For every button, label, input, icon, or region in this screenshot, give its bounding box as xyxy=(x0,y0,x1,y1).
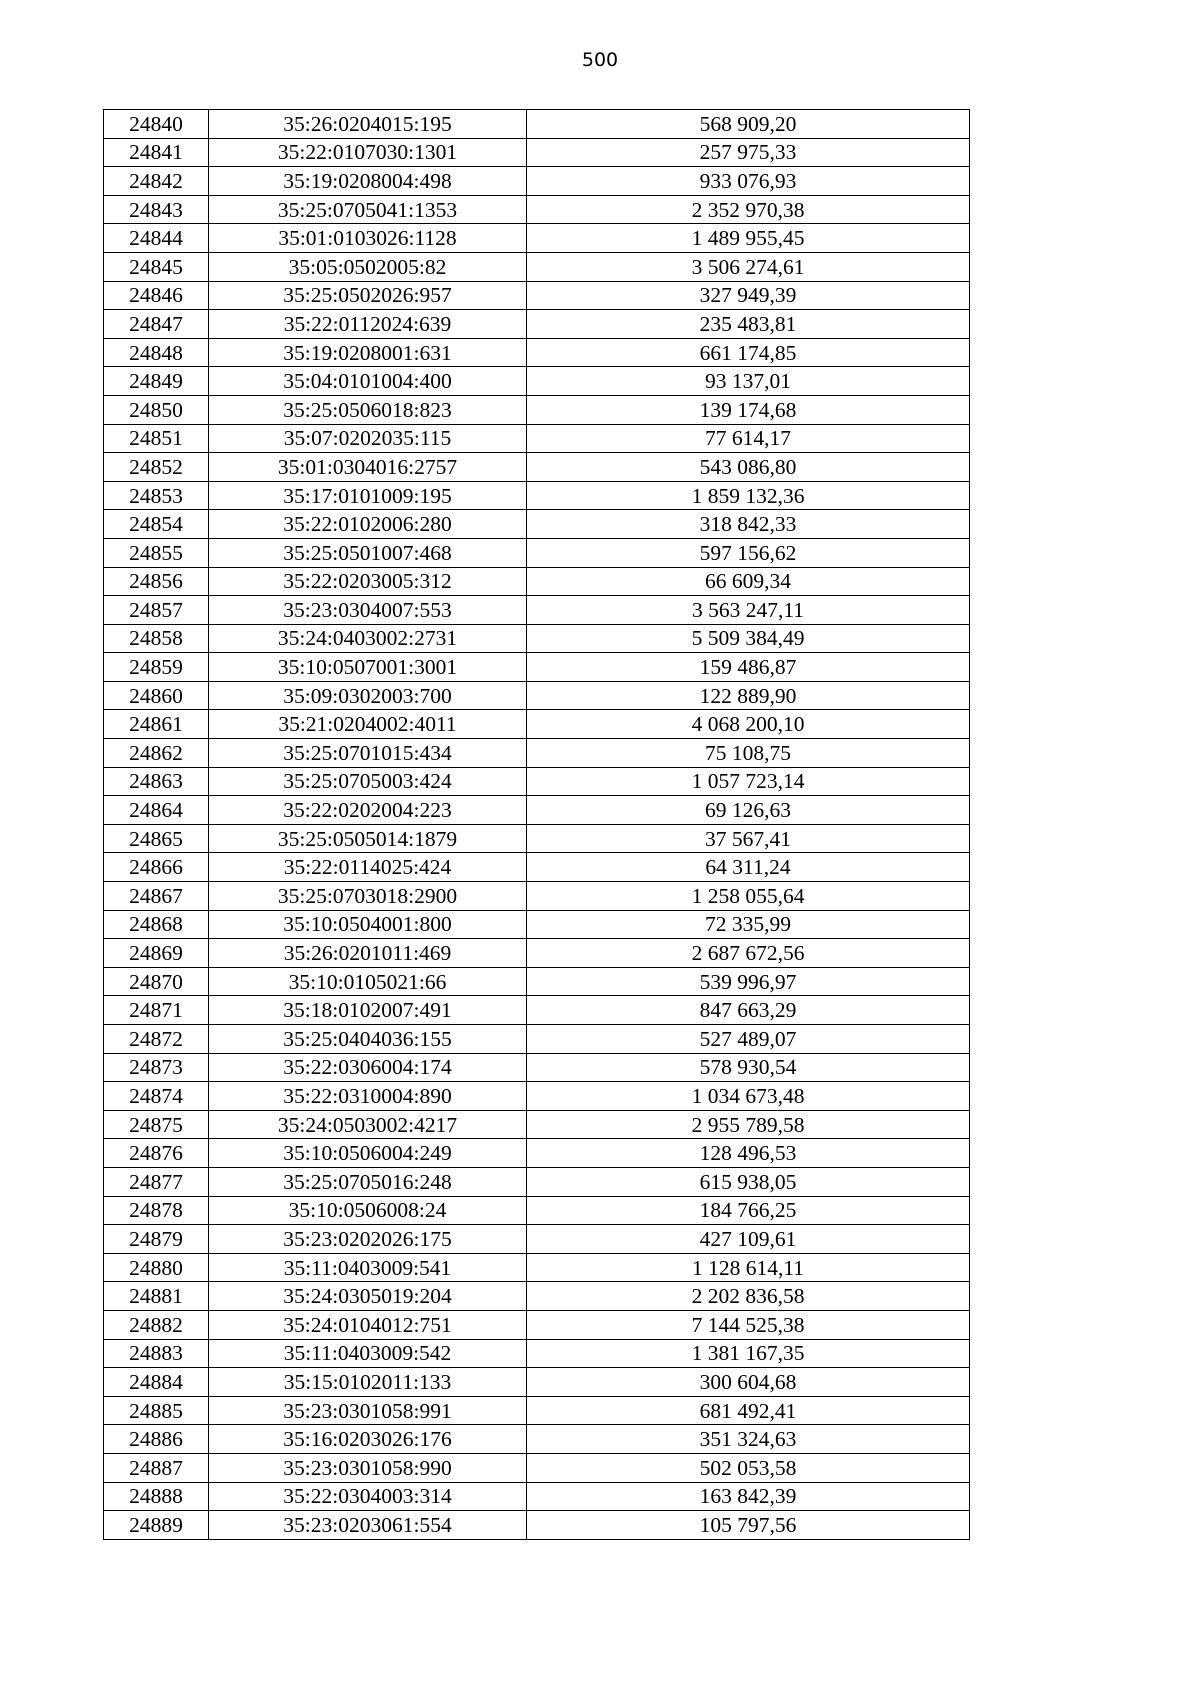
row-number-cell: 24860 xyxy=(104,681,209,710)
cadastral-number-cell: 35:22:0203005:312 xyxy=(209,567,527,596)
cadastral-number-cell: 35:16:0203026:176 xyxy=(209,1425,527,1454)
value-cell: 75 108,75 xyxy=(527,739,970,768)
table-row xyxy=(104,510,970,539)
value-cell: 163 842,39 xyxy=(527,1482,970,1511)
row-number-cell: 24853 xyxy=(104,481,209,510)
row-number-cell: 24874 xyxy=(104,1082,209,1111)
table-row xyxy=(104,1139,970,1168)
value-cell: 1 258 055,64 xyxy=(527,882,970,911)
row-number-cell: 24847 xyxy=(104,310,209,339)
row-number-cell: 24859 xyxy=(104,653,209,682)
value-cell: 2 202 836,58 xyxy=(527,1282,970,1311)
row-number-cell: 24864 xyxy=(104,796,209,825)
cadastral-number-cell: 35:25:0703018:2900 xyxy=(209,882,527,911)
value-cell: 502 053,58 xyxy=(527,1453,970,1482)
row-number-cell: 24858 xyxy=(104,624,209,653)
row-number-cell: 24888 xyxy=(104,1482,209,1511)
value-cell: 318 842,33 xyxy=(527,510,970,539)
row-number-cell: 24867 xyxy=(104,882,209,911)
table-row xyxy=(104,681,970,710)
cadastral-number-cell: 35:25:0701015:434 xyxy=(209,739,527,768)
value-cell: 37 567,41 xyxy=(527,824,970,853)
table-row xyxy=(104,1282,970,1311)
row-number-cell: 24886 xyxy=(104,1425,209,1454)
table-row xyxy=(104,281,970,310)
row-number-cell: 24841 xyxy=(104,138,209,167)
cadastral-number-cell: 35:24:0503002:4217 xyxy=(209,1110,527,1139)
row-number-cell: 24881 xyxy=(104,1282,209,1311)
cadastral-number-cell: 35:25:0705041:1353 xyxy=(209,195,527,224)
row-number-cell: 24878 xyxy=(104,1196,209,1225)
value-cell: 615 938,05 xyxy=(527,1167,970,1196)
value-cell: 527 489,07 xyxy=(527,1025,970,1054)
value-cell: 66 609,34 xyxy=(527,567,970,596)
table-row xyxy=(104,1253,970,1282)
cadastral-number-cell: 35:25:0501007:468 xyxy=(209,538,527,567)
table-row xyxy=(104,767,970,796)
cadastral-number-cell: 35:22:0102006:280 xyxy=(209,510,527,539)
row-number-cell: 24876 xyxy=(104,1139,209,1168)
cadastral-number-cell: 35:17:0101009:195 xyxy=(209,481,527,510)
value-cell: 351 324,63 xyxy=(527,1425,970,1454)
row-number-cell: 24845 xyxy=(104,252,209,281)
cadastral-number-cell: 35:10:0506004:249 xyxy=(209,1139,527,1168)
value-cell: 93 137,01 xyxy=(527,367,970,396)
cadastral-number-cell: 35:22:0202004:223 xyxy=(209,796,527,825)
value-cell: 427 109,61 xyxy=(527,1225,970,1254)
table-row xyxy=(104,882,970,911)
cadastral-number-cell: 35:25:0705016:248 xyxy=(209,1167,527,1196)
value-cell: 184 766,25 xyxy=(527,1196,970,1225)
row-number-cell: 24877 xyxy=(104,1167,209,1196)
value-cell: 64 311,24 xyxy=(527,853,970,882)
table-row xyxy=(104,996,970,1025)
cadastral-number-cell: 35:25:0705003:424 xyxy=(209,767,527,796)
table-row xyxy=(104,596,970,625)
cadastral-number-cell: 35:23:0202026:175 xyxy=(209,1225,527,1254)
cadastral-number-cell: 35:10:0507001:3001 xyxy=(209,653,527,682)
value-cell: 105 797,56 xyxy=(527,1511,970,1540)
cadastral-number-cell: 35:15:0102011:133 xyxy=(209,1368,527,1397)
table-row xyxy=(104,338,970,367)
cadastral-number-cell: 35:05:0502005:82 xyxy=(209,252,527,281)
row-number-cell: 24870 xyxy=(104,967,209,996)
row-number-cell: 24856 xyxy=(104,567,209,596)
cadastral-number-cell: 35:25:0505014:1879 xyxy=(209,824,527,853)
value-cell: 300 604,68 xyxy=(527,1368,970,1397)
cadastral-number-cell: 35:22:0310004:890 xyxy=(209,1082,527,1111)
cadastral-number-cell: 35:22:0114025:424 xyxy=(209,853,527,882)
table-row xyxy=(104,1196,970,1225)
cadastral-number-cell: 35:19:0208001:631 xyxy=(209,338,527,367)
table-row xyxy=(104,1368,970,1397)
value-cell: 235 483,81 xyxy=(527,310,970,339)
cadastral-number-cell: 35:24:0305019:204 xyxy=(209,1282,527,1311)
value-cell: 539 996,97 xyxy=(527,967,970,996)
cadastral-number-cell: 35:11:0403009:541 xyxy=(209,1253,527,1282)
row-number-cell: 24887 xyxy=(104,1453,209,1482)
value-cell: 1 489 955,45 xyxy=(527,224,970,253)
table-row xyxy=(104,1511,970,1540)
table-row xyxy=(104,1482,970,1511)
cadastral-number-cell: 35:22:0306004:174 xyxy=(209,1053,527,1082)
table-row xyxy=(104,310,970,339)
table-row xyxy=(104,224,970,253)
value-cell: 159 486,87 xyxy=(527,653,970,682)
table-row xyxy=(104,824,970,853)
row-number-cell: 24843 xyxy=(104,195,209,224)
cadastral-number-cell: 35:10:0504001:800 xyxy=(209,910,527,939)
value-cell: 2 687 672,56 xyxy=(527,939,970,968)
row-number-cell: 24855 xyxy=(104,538,209,567)
row-number-cell: 24873 xyxy=(104,1053,209,1082)
value-cell: 568 909,20 xyxy=(527,110,970,139)
row-number-cell: 24875 xyxy=(104,1110,209,1139)
cadastral-number-cell: 35:25:0502026:957 xyxy=(209,281,527,310)
row-number-cell: 24851 xyxy=(104,424,209,453)
row-number-cell: 24863 xyxy=(104,767,209,796)
cadastral-number-cell: 35:10:0105021:66 xyxy=(209,967,527,996)
row-number-cell: 24840 xyxy=(104,110,209,139)
table-row xyxy=(104,1082,970,1111)
cadastral-number-cell: 35:22:0304003:314 xyxy=(209,1482,527,1511)
row-number-cell: 24866 xyxy=(104,853,209,882)
table-row xyxy=(104,624,970,653)
value-cell: 2 352 970,38 xyxy=(527,195,970,224)
table-row xyxy=(104,653,970,682)
value-cell: 597 156,62 xyxy=(527,538,970,567)
row-number-cell: 24889 xyxy=(104,1511,209,1540)
value-cell: 4 068 200,10 xyxy=(527,710,970,739)
row-number-cell: 24852 xyxy=(104,453,209,482)
table-row xyxy=(104,796,970,825)
table-row xyxy=(104,853,970,882)
row-number-cell: 24871 xyxy=(104,996,209,1025)
row-number-cell: 24857 xyxy=(104,596,209,625)
value-cell: 1 128 614,11 xyxy=(527,1253,970,1282)
cadastral-number-cell: 35:23:0301058:990 xyxy=(209,1453,527,1482)
cadastral-number-cell: 35:25:0404036:155 xyxy=(209,1025,527,1054)
table-row xyxy=(104,481,970,510)
value-cell: 2 955 789,58 xyxy=(527,1110,970,1139)
table-row xyxy=(104,1453,970,1482)
page-number: 500 xyxy=(581,49,619,71)
row-number-cell: 24882 xyxy=(104,1310,209,1339)
value-cell: 933 076,93 xyxy=(527,167,970,196)
cadastral-number-cell: 35:07:0202035:115 xyxy=(209,424,527,453)
row-number-cell: 24885 xyxy=(104,1396,209,1425)
cadastral-number-cell: 35:01:0304016:2757 xyxy=(209,453,527,482)
cadastral-number-cell: 35:24:0403002:2731 xyxy=(209,624,527,653)
value-cell: 122 889,90 xyxy=(527,681,970,710)
registry-table xyxy=(103,109,970,1540)
value-cell: 3 563 247,11 xyxy=(527,596,970,625)
row-number-cell: 24849 xyxy=(104,367,209,396)
row-number-cell: 24879 xyxy=(104,1225,209,1254)
value-cell: 1 034 673,48 xyxy=(527,1082,970,1111)
cadastral-number-cell: 35:09:0302003:700 xyxy=(209,681,527,710)
value-cell: 3 506 274,61 xyxy=(527,252,970,281)
table-row xyxy=(104,967,970,996)
table-row xyxy=(104,110,970,139)
table-row xyxy=(104,910,970,939)
value-cell: 128 496,53 xyxy=(527,1139,970,1168)
table-row xyxy=(104,1339,970,1368)
cadastral-number-cell: 35:18:0102007:491 xyxy=(209,996,527,1025)
row-number-cell: 24865 xyxy=(104,824,209,853)
cadastral-number-cell: 35:26:0201011:469 xyxy=(209,939,527,968)
value-cell: 847 663,29 xyxy=(527,996,970,1025)
row-number-cell: 24861 xyxy=(104,710,209,739)
row-number-cell: 24880 xyxy=(104,1253,209,1282)
cadastral-number-cell: 35:23:0301058:991 xyxy=(209,1396,527,1425)
table-row xyxy=(104,739,970,768)
cadastral-number-cell: 35:23:0203061:554 xyxy=(209,1511,527,1540)
table-row xyxy=(104,1425,970,1454)
row-number-cell: 24854 xyxy=(104,510,209,539)
value-cell: 681 492,41 xyxy=(527,1396,970,1425)
value-cell: 661 174,85 xyxy=(527,338,970,367)
row-number-cell: 24844 xyxy=(104,224,209,253)
value-cell: 5 509 384,49 xyxy=(527,624,970,653)
cadastral-number-cell: 35:11:0403009:542 xyxy=(209,1339,527,1368)
table-row xyxy=(104,453,970,482)
cadastral-number-cell: 35:22:0107030:1301 xyxy=(209,138,527,167)
row-number-cell: 24869 xyxy=(104,939,209,968)
value-cell: 1 859 132,36 xyxy=(527,481,970,510)
cadastral-number-cell: 35:21:0204002:4011 xyxy=(209,710,527,739)
cadastral-number-cell: 35:23:0304007:553 xyxy=(209,596,527,625)
table-row xyxy=(104,538,970,567)
value-cell: 69 126,63 xyxy=(527,796,970,825)
table-row xyxy=(104,367,970,396)
cadastral-number-cell: 35:01:0103026:1128 xyxy=(209,224,527,253)
table-row xyxy=(104,138,970,167)
value-cell: 139 174,68 xyxy=(527,395,970,424)
cadastral-number-cell: 35:22:0112024:639 xyxy=(209,310,527,339)
value-cell: 1 057 723,14 xyxy=(527,767,970,796)
value-cell: 543 086,80 xyxy=(527,453,970,482)
value-cell: 72 335,99 xyxy=(527,910,970,939)
table-row xyxy=(104,1225,970,1254)
row-number-cell: 24872 xyxy=(104,1025,209,1054)
value-cell: 77 614,17 xyxy=(527,424,970,453)
table-row xyxy=(104,1053,970,1082)
table-row xyxy=(104,567,970,596)
cadastral-number-cell: 35:19:0208004:498 xyxy=(209,167,527,196)
row-number-cell: 24842 xyxy=(104,167,209,196)
row-number-cell: 24883 xyxy=(104,1339,209,1368)
table-row xyxy=(104,424,970,453)
table-row xyxy=(104,1310,970,1339)
cadastral-number-cell: 35:25:0506018:823 xyxy=(209,395,527,424)
cadastral-number-cell: 35:10:0506008:24 xyxy=(209,1196,527,1225)
table-row xyxy=(104,167,970,196)
row-number-cell: 24862 xyxy=(104,739,209,768)
table-row xyxy=(104,1025,970,1054)
value-cell: 1 381 167,35 xyxy=(527,1339,970,1368)
table-row xyxy=(104,1396,970,1425)
value-cell: 578 930,54 xyxy=(527,1053,970,1082)
row-number-cell: 24884 xyxy=(104,1368,209,1397)
table-row xyxy=(104,252,970,281)
table-row xyxy=(104,710,970,739)
table-row xyxy=(104,1110,970,1139)
row-number-cell: 24868 xyxy=(104,910,209,939)
row-number-cell: 24846 xyxy=(104,281,209,310)
row-number-cell: 24848 xyxy=(104,338,209,367)
cadastral-number-cell: 35:04:0101004:400 xyxy=(209,367,527,396)
value-cell: 327 949,39 xyxy=(527,281,970,310)
row-number-cell: 24850 xyxy=(104,395,209,424)
table-row xyxy=(104,195,970,224)
registry-table-body xyxy=(104,110,970,1540)
table-row xyxy=(104,395,970,424)
cadastral-number-cell: 35:24:0104012:751 xyxy=(209,1310,527,1339)
cadastral-number-cell: 35:26:0204015:195 xyxy=(209,110,527,139)
value-cell: 7 144 525,38 xyxy=(527,1310,970,1339)
table-row xyxy=(104,939,970,968)
table-row xyxy=(104,1167,970,1196)
value-cell: 257 975,33 xyxy=(527,138,970,167)
